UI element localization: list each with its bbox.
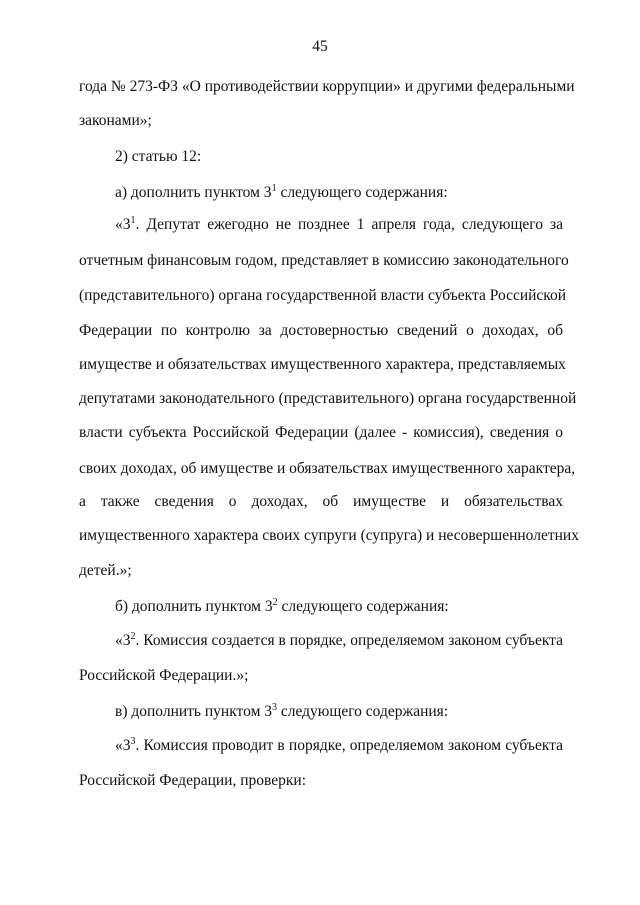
text-span: . Комиссия проводит в порядке, определяемом законом субъекта	[135, 737, 563, 754]
text-line: Федерации по контролю за достоверностью сведений о доходах, об	[79, 322, 563, 339]
text-line: имущественного характера своих супруги (супруга) и несовершеннолетних	[79, 527, 579, 544]
text-span: «3	[115, 737, 131, 754]
subitem-line	[115, 184, 448, 202]
text-line: (представительного) органа государственной власти субъекта Российской	[79, 287, 567, 304]
text-span: «3	[115, 632, 131, 649]
superscript: 3	[130, 736, 136, 747]
text-span: следующего содержания:	[276, 184, 448, 201]
superscript: 3	[272, 702, 277, 713]
text-span: . Комиссия создается в порядке, определяемом законом субъекта	[135, 632, 563, 649]
subitem-line	[115, 703, 448, 721]
text-line: имуществе и обязательствах имущественного характера, представляемых	[79, 356, 566, 373]
text-line: власти субъекта Российской Федерации (далее - комиссия), сведения о	[79, 424, 563, 441]
superscript: 1	[271, 183, 277, 194]
page-number: 45	[312, 38, 328, 55]
quoted-paragraph-start	[115, 632, 563, 650]
quoted-paragraph-start	[115, 216, 563, 234]
text-line: Российской Федерации, проверки:	[79, 772, 306, 789]
list-item-label: 2) статью 12:	[115, 148, 202, 165]
text-span: в) дополнить пунктом 3	[115, 703, 272, 720]
text-line: депутатами законодательного (представительного) органа государственной	[79, 390, 577, 407]
text-line: детей.»;	[79, 562, 132, 579]
text-line: года № 273-ФЗ «О противодействии коррупции» и другими федеральными	[79, 78, 575, 95]
text-span: следующего содержания:	[277, 598, 449, 615]
text-line: отчетным финансовым годом, представляет в комиссию законодательного	[79, 252, 569, 269]
text-span: б) дополнить пунктом 3	[115, 598, 273, 615]
text-line: Российской Федерации.»;	[79, 667, 249, 684]
text-span: а) дополнить пунктом 3	[115, 184, 272, 201]
text-span: следующего содержания:	[277, 703, 449, 720]
superscript: 2	[272, 597, 278, 608]
quoted-paragraph-start	[115, 737, 563, 755]
text-span: . Депутат ежегодно не позднее 1 апреля года, следующего за	[135, 216, 563, 233]
text-line: а также сведения о доходах, об имуществе и обязательствах	[79, 493, 563, 510]
text-line: своих доходах, об имуществе и обязательствах имущественного характера,	[79, 460, 576, 477]
superscript: 2	[130, 631, 136, 642]
superscript: 1	[130, 215, 136, 226]
text-line: законами»;	[79, 112, 152, 129]
text-span: «3	[115, 216, 131, 233]
subitem-line	[115, 598, 449, 616]
